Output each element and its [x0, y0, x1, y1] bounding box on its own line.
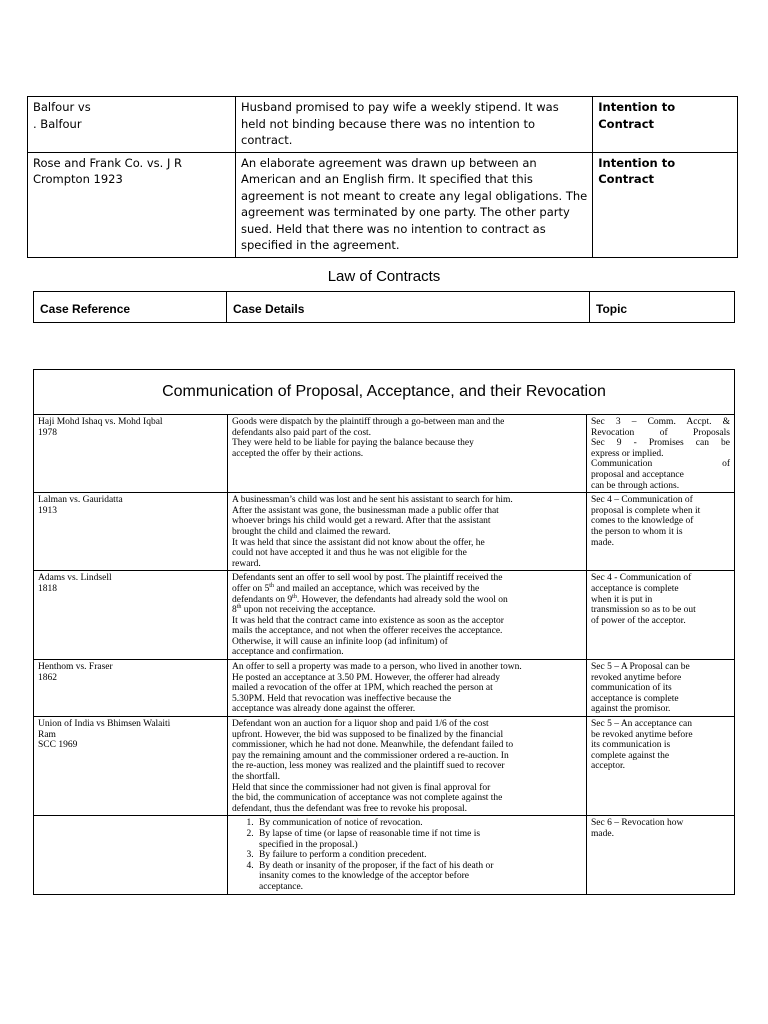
- table-row: [34, 660, 735, 717]
- list-item: 4. By death or insanity of the proposer, if the fact of his death or insanity comes to the knowledge of the acceptor before acceptance.: [256, 861, 582, 893]
- communication-table: [33, 369, 735, 895]
- title-row: [34, 370, 735, 415]
- header-case-details: Case Details: [227, 292, 590, 323]
- case-reference-cell: Henthom vs. Fraser 1862: [34, 660, 228, 717]
- table-row: [28, 152, 738, 257]
- header-topic: Topic: [590, 292, 735, 323]
- case-details-cell: Husband promised to pay wife a weekly stipend. It was held not binding because there was no intention to contract.: [236, 97, 593, 153]
- list-item: 2. By lapse of time (or lapse of reasonable time if not time is specified in the proposal.): [256, 829, 582, 850]
- case-details-cell: An offer to sell a property was made to a person, who lived in another town. He posted an acceptance at 3.50 PM. However, the offerer had already mailed a revocation of the offer at 1PM, which reached the person at 5.30PM. Held that revocation was ineffective because the acceptance was already done against the offerer.: [228, 660, 587, 717]
- case-reference-cell: Haji Mohd Ishaq vs. Mohd Iqbal 1978: [34, 415, 228, 493]
- intention-table: [27, 96, 738, 258]
- header-case-reference: Case Reference: [34, 292, 227, 323]
- case-details-cell: Defendant won an auction for a liquor shop and paid 1/6 of the cost upfront. However, the bid was supposed to be finalized by the financial commissioner, which he had not done. Meanwhile, the defendant failed to pay the remaining amount and the commissioner ordered a re-auction. In the re-auction, less money was realized and the plaintiff sued to recover the shortfall. Held that since the commissioner had not given is final approval for the bid, the communication of acceptance was not complete against the defendant, thus the defendant was free to revoke his proposal.: [228, 717, 587, 816]
- topic-cell: Sec 5 – An acceptance can be revoked anytime before its communication is complete against the acceptor.: [587, 717, 735, 816]
- case-reference-cell: [34, 816, 228, 894]
- case-reference-cell: Union of India vs Bhimsen Walaiti Ram SCC 1969: [34, 717, 228, 816]
- case-details-cell: A businessman’s child was lost and he sent his assistant to search for him. After the assistant was gone, the businessman made a public offer that whoever brings his child would get a reward. After that the assistant brought the child and claimed the reward. It was held that since the assistant did not know about the offer, he could not have accepted it and thus he was not eligible for the reward.: [228, 493, 587, 571]
- table-title: Communication of Proposal, Acceptance, and their Revocation: [34, 370, 735, 415]
- revocation-methods-list: [232, 818, 582, 892]
- case-reference-cell: Rose and Frank Co. vs. J R Crompton 1923: [28, 152, 236, 257]
- list-item: 3. By failure to perform a condition precedent.: [256, 850, 582, 861]
- table-row: [34, 816, 735, 894]
- topic-cell: Sec 3 – Comm. Accpt. & Revocation of Proposals Sec 9 - Promises can be express or implied. Communication of proposal and acceptance can be through actions.: [587, 415, 735, 493]
- table-row: [34, 415, 735, 493]
- topic-cell: Sec 6 – Revocation how made.: [587, 816, 735, 894]
- column-header-table: [33, 291, 735, 323]
- topic-cell: Intention to Contract: [593, 97, 738, 153]
- table-row: [28, 97, 738, 153]
- topic-cell: Sec 5 – A Proposal can be revoked anytime before communication of its acceptance is complete against the promisor.: [587, 660, 735, 717]
- case-reference-cell: Balfour vs . Balfour: [28, 97, 236, 153]
- header-row: [34, 292, 735, 323]
- topic-cell: Sec 4 – Communication of proposal is complete when it comes to the knowledge of the person to whom it is made.: [587, 493, 735, 571]
- topic-cell: Intention to Contract: [593, 152, 738, 257]
- table-row: [34, 717, 735, 816]
- list-item: 1. By communication of notice of revocation.: [256, 818, 582, 829]
- topic-cell: Sec 4 - Communication of acceptance is complete when it is put in transmission so as to be out of power of the acceptor.: [587, 571, 735, 660]
- case-details-cell: Defendants sent an offer to sell wool by post. The plaintiff received the offer on 5th and mailed an acceptance, which was received by the defendants on 9th. However, the defendants had already sold the wool on 8th upon not receiving the acceptance. It was held that the contract came into existence as soon as the acceptor mails the acceptance, and not when the offerer receives the acceptance. Otherwise, it will cause an infinite loop (ad infinitum) of acceptance and confirmation.: [228, 571, 587, 660]
- case-reference-cell: Lalman vs. Gauridatta 1913: [34, 493, 228, 571]
- case-details-cell: [228, 816, 587, 894]
- table-row: [34, 493, 735, 571]
- case-details-cell: Goods were dispatch by the plaintiff through a go-between man and the defendants also paid part of the cost. They were held to be liable for paying the balance because they accepted the offer by their actions.: [228, 415, 587, 493]
- case-reference-cell: Adams vs. Lindsell 1818: [34, 571, 228, 660]
- case-details-cell: An elaborate agreement was drawn up between an American and an English firm. It specified that this agreement is not meant to create any legal obligations. The agreement was terminated by one party. The other party sued. Held that there was no intention to contract as specified in the agreement.: [236, 152, 593, 257]
- table-row: [34, 571, 735, 660]
- section-title: Law of Contracts: [327, 268, 441, 285]
